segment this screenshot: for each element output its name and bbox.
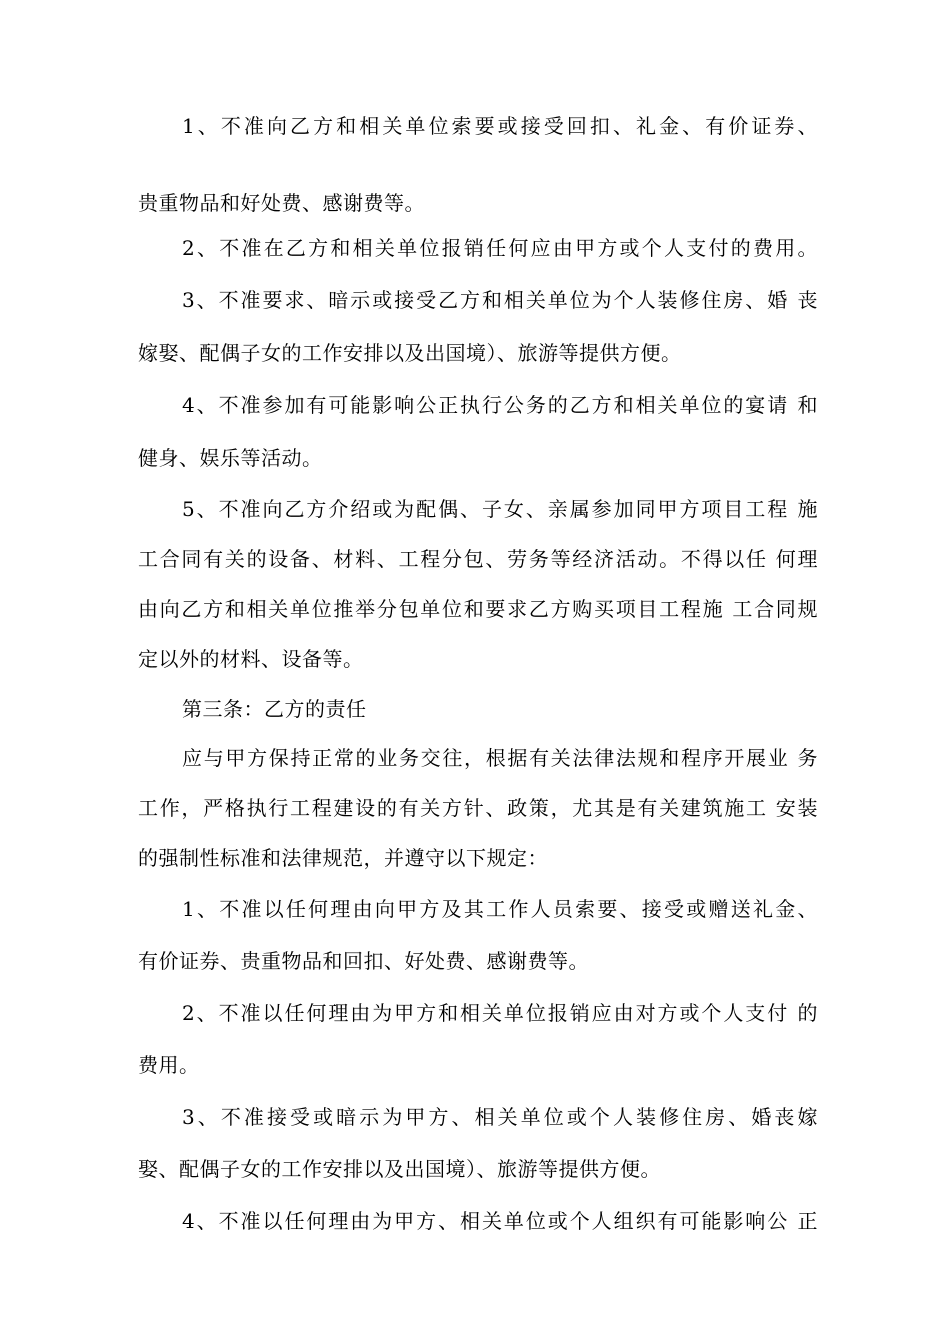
paragraph-line: 4、不准参加有可能影响公正执行公务的乙方和相关单位的宴请 和 bbox=[182, 393, 818, 417]
paragraph-line: 定以外的材料、设备等。 bbox=[138, 647, 364, 671]
paragraph-line: 贵重物品和好处费、感谢费等。 bbox=[138, 191, 425, 215]
paragraph-line: 工合同有关的设备、材料、工程分包、劳务等经济活动。不得以任 何理 bbox=[138, 547, 818, 571]
paragraph-line: 工作，严格执行工程建设的有关方针、政策，尤其是有关建筑施工 安装 bbox=[138, 796, 818, 820]
paragraph-line: 1、不准向乙方和相关单位索要或接受回扣、礼金、有价证券、 bbox=[182, 114, 818, 138]
paragraph-line: 的强制性标准和法律规范，并遵守以下规定： bbox=[138, 846, 548, 870]
paragraph-line: 4、不准以任何理由为甲方、相关单位或个人组织有可能影响公 正 bbox=[182, 1209, 818, 1233]
paragraph-line: 嫁娶、配偶子女的工作安排以及出国境）、旅游等提供方便。 bbox=[138, 341, 682, 365]
paragraph-line: 应与甲方保持正常的业务交往，根据有关法律法规和程序开展业 务 bbox=[182, 746, 818, 770]
paragraph-line: 1、不准以任何理由向甲方及其工作人员索要、接受或赠送礼金、 bbox=[182, 897, 818, 921]
paragraph-line: 健身、娱乐等活动。 bbox=[138, 446, 323, 470]
paragraph-line: 3、不准要求、暗示或接受乙方和相关单位为个人装修住房、婚 丧 bbox=[182, 288, 818, 312]
paragraph-line: 2、不准以任何理由为甲方和相关单位报销应由对方或个人支付 的 bbox=[182, 1001, 818, 1025]
section-heading: 第三条：乙方的责任 bbox=[182, 697, 367, 721]
paragraph-line: 费用。 bbox=[138, 1053, 200, 1077]
paragraph-line: 3、不准接受或暗示为甲方、相关单位或个人装修住房、婚丧嫁 bbox=[182, 1105, 818, 1129]
paragraph-line: 娶、配偶子女的工作安排以及出国境）、旅游等提供方便。 bbox=[138, 1157, 661, 1181]
paragraph-line: 5、不准向乙方介绍或为配偶、子女、亲属参加同甲方项目工程 施 bbox=[182, 497, 818, 521]
paragraph-line: 由向乙方和相关单位推举分包单位和要求乙方购买项目工程施 工合同规 bbox=[138, 597, 818, 621]
paragraph-line: 2、不准在乙方和相关单位报销任何应由甲方或个人支付的费用。 bbox=[182, 236, 818, 260]
paragraph-line: 有价证券、贵重物品和回扣、好处费、感谢费等。 bbox=[138, 949, 589, 973]
